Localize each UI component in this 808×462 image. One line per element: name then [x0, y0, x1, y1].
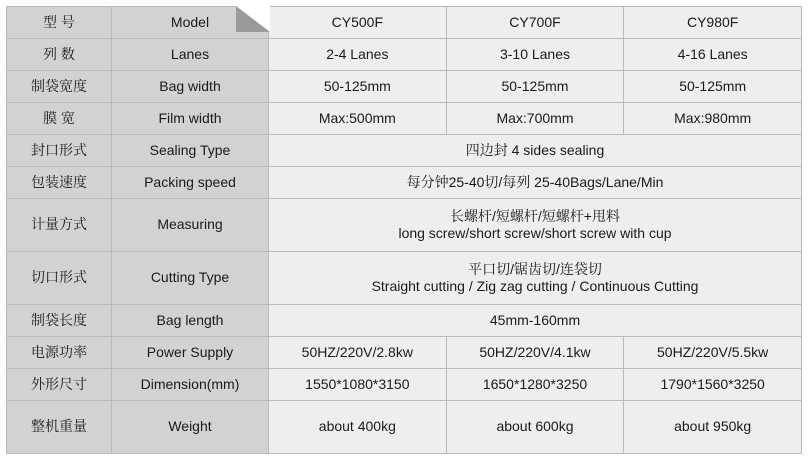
row-label-cn: 切口形式 — [7, 252, 112, 305]
table-row — [7, 252, 802, 305]
cell-measuring — [269, 199, 802, 252]
cell-weight-2: about 600kg — [446, 401, 624, 454]
table-row — [7, 135, 802, 167]
cell-lanes-2: 3-10 Lanes — [446, 39, 624, 71]
cell-power-3: 50HZ/220V/5.5kw — [624, 337, 802, 369]
cell-cutting-line2: Straight cutting / Zig zag cutting / Continuous Cutting — [371, 278, 699, 294]
cell-power-1: 50HZ/220V/2.8kw — [269, 337, 447, 369]
row-label-en: Bag width — [112, 71, 269, 103]
table-row — [7, 167, 802, 199]
table-row — [7, 39, 802, 71]
cell-cutting-type — [269, 252, 802, 305]
cell-measuring-line2: long screw/short screw/short screw with cup — [398, 225, 672, 241]
cell-dimension-2: 1650*1280*3250 — [446, 369, 624, 401]
row-label-en: Bag length — [112, 305, 269, 337]
cell-filmwidth-3: Max:980mm — [624, 103, 802, 135]
cell-weight-1: about 400kg — [269, 401, 447, 454]
row-label-en: Film width — [112, 103, 269, 135]
row-label-cn: 整机重量 — [7, 401, 112, 454]
row-label-en: Cutting Type — [112, 252, 269, 305]
cell-bagwidth-2: 50-125mm — [446, 71, 624, 103]
cell-model-2: CY700F — [446, 7, 624, 39]
row-label-cn: 膜 宽 — [7, 103, 112, 135]
table-row — [7, 7, 802, 39]
row-label-en: Sealing Type — [112, 135, 269, 167]
row-label-en: Power Supply — [112, 337, 269, 369]
row-label-cn: 封口形式 — [7, 135, 112, 167]
cell-model-1: CY500F — [269, 7, 447, 39]
cell-sealing-type: 四边封 4 sides sealing — [269, 135, 802, 167]
row-label-cn: 外形尺寸 — [7, 369, 112, 401]
spec-sheet — [0, 6, 808, 462]
cell-bagwidth-1: 50-125mm — [269, 71, 447, 103]
cell-dimension-1: 1550*1080*3150 — [269, 369, 447, 401]
table-row — [7, 103, 802, 135]
row-label-en: Weight — [112, 401, 269, 454]
cell-bag-length: 45mm-160mm — [269, 305, 802, 337]
cell-lanes-3: 4-16 Lanes — [624, 39, 802, 71]
row-label-en: Dimension(mm) — [112, 369, 269, 401]
cell-cutting-line1: 平口切/锯齿切/连袋切 — [468, 260, 602, 277]
cell-power-2: 50HZ/220V/4.1kw — [446, 337, 624, 369]
row-label-cn: 制袋宽度 — [7, 71, 112, 103]
row-label-en: Lanes — [112, 39, 269, 71]
row-label-cn: 计量方式 — [7, 199, 112, 252]
row-label-cn: 包装速度 — [7, 167, 112, 199]
table-row — [7, 369, 802, 401]
row-label-cn: 电源功率 — [7, 337, 112, 369]
specification-table — [6, 6, 802, 454]
cell-filmwidth-1: Max:500mm — [269, 103, 447, 135]
row-label-en: Model — [112, 7, 269, 39]
cell-weight-3: about 950kg — [624, 401, 802, 454]
row-label-cn: 型 号 — [7, 7, 112, 39]
cell-lanes-1: 2-4 Lanes — [269, 39, 447, 71]
table-row — [7, 337, 802, 369]
cell-packing-speed: 每分钟25-40切/每列 25-40Bags/Lane/Min — [269, 167, 802, 199]
table-row — [7, 401, 802, 454]
table-row — [7, 199, 802, 252]
row-label-en: Measuring — [112, 199, 269, 252]
cell-dimension-3: 1790*1560*3250 — [624, 369, 802, 401]
cell-model-3: CY980F — [624, 7, 802, 39]
table-row — [7, 71, 802, 103]
row-label-cn: 制袋长度 — [7, 305, 112, 337]
row-label-cn: 列 数 — [7, 39, 112, 71]
table-row — [7, 305, 802, 337]
cell-filmwidth-2: Max:700mm — [446, 103, 624, 135]
cell-bagwidth-3: 50-125mm — [624, 71, 802, 103]
cell-measuring-line1: 长螺杆/短螺杆/短螺杆+甩料 — [450, 207, 620, 224]
row-label-en: Packing speed — [112, 167, 269, 199]
